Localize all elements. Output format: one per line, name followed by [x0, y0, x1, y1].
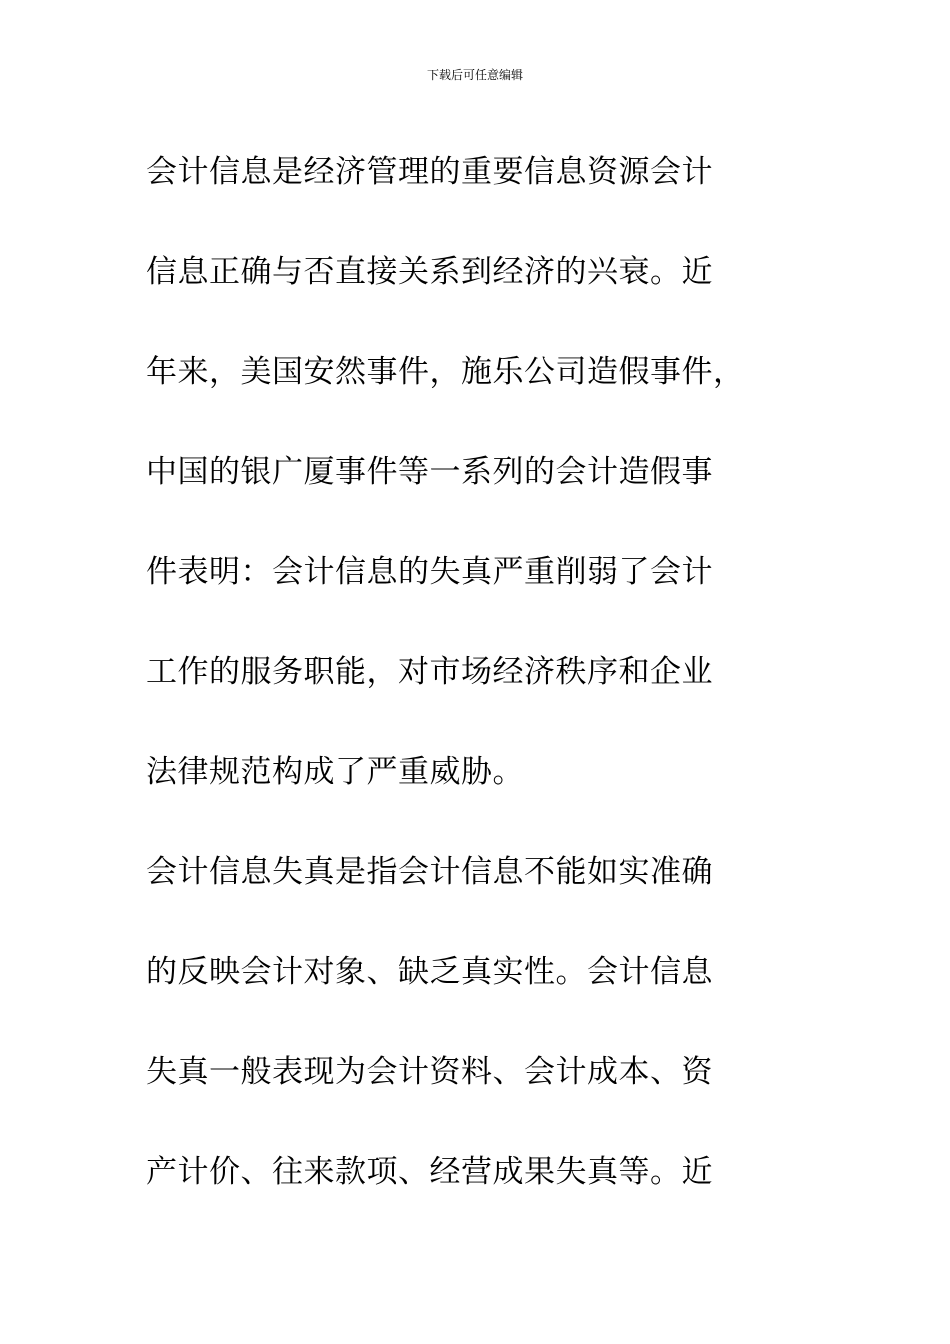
- text-line: 年来，美国安然事件，施乐公司造假事件，: [146, 354, 745, 390]
- paragraph-1: [146, 122, 806, 822]
- text-line: 法律规范构成了严重威胁。: [146, 754, 524, 790]
- header-note: 下载后可任意编辑: [426, 68, 523, 82]
- text-line: 会计信息失真是指会计信息不能如实准确: [146, 854, 713, 890]
- paragraph-2: [146, 822, 806, 1222]
- text-line: 信息正确与否直接关系到经济的兴衰。近: [146, 254, 713, 290]
- text-line: 件表明：会计信息的失真严重削弱了会计: [146, 554, 713, 590]
- text-line: 工作的服务职能，对市场经济秩序和企业: [146, 654, 713, 690]
- text-line: 中国的银广厦事件等一系列的会计造假事: [146, 454, 713, 490]
- text-line: 的反映会计对象、缺乏真实性。会计信息: [146, 954, 713, 990]
- text-line: 产计价、往来款项、经营成果失真等。近: [146, 1154, 713, 1190]
- text-line: 失真一般表现为会计资料、会计成本、资: [146, 1054, 713, 1090]
- document-body: [146, 122, 806, 1222]
- text-line: 会计信息是经济管理的重要信息资源会计: [146, 154, 713, 190]
